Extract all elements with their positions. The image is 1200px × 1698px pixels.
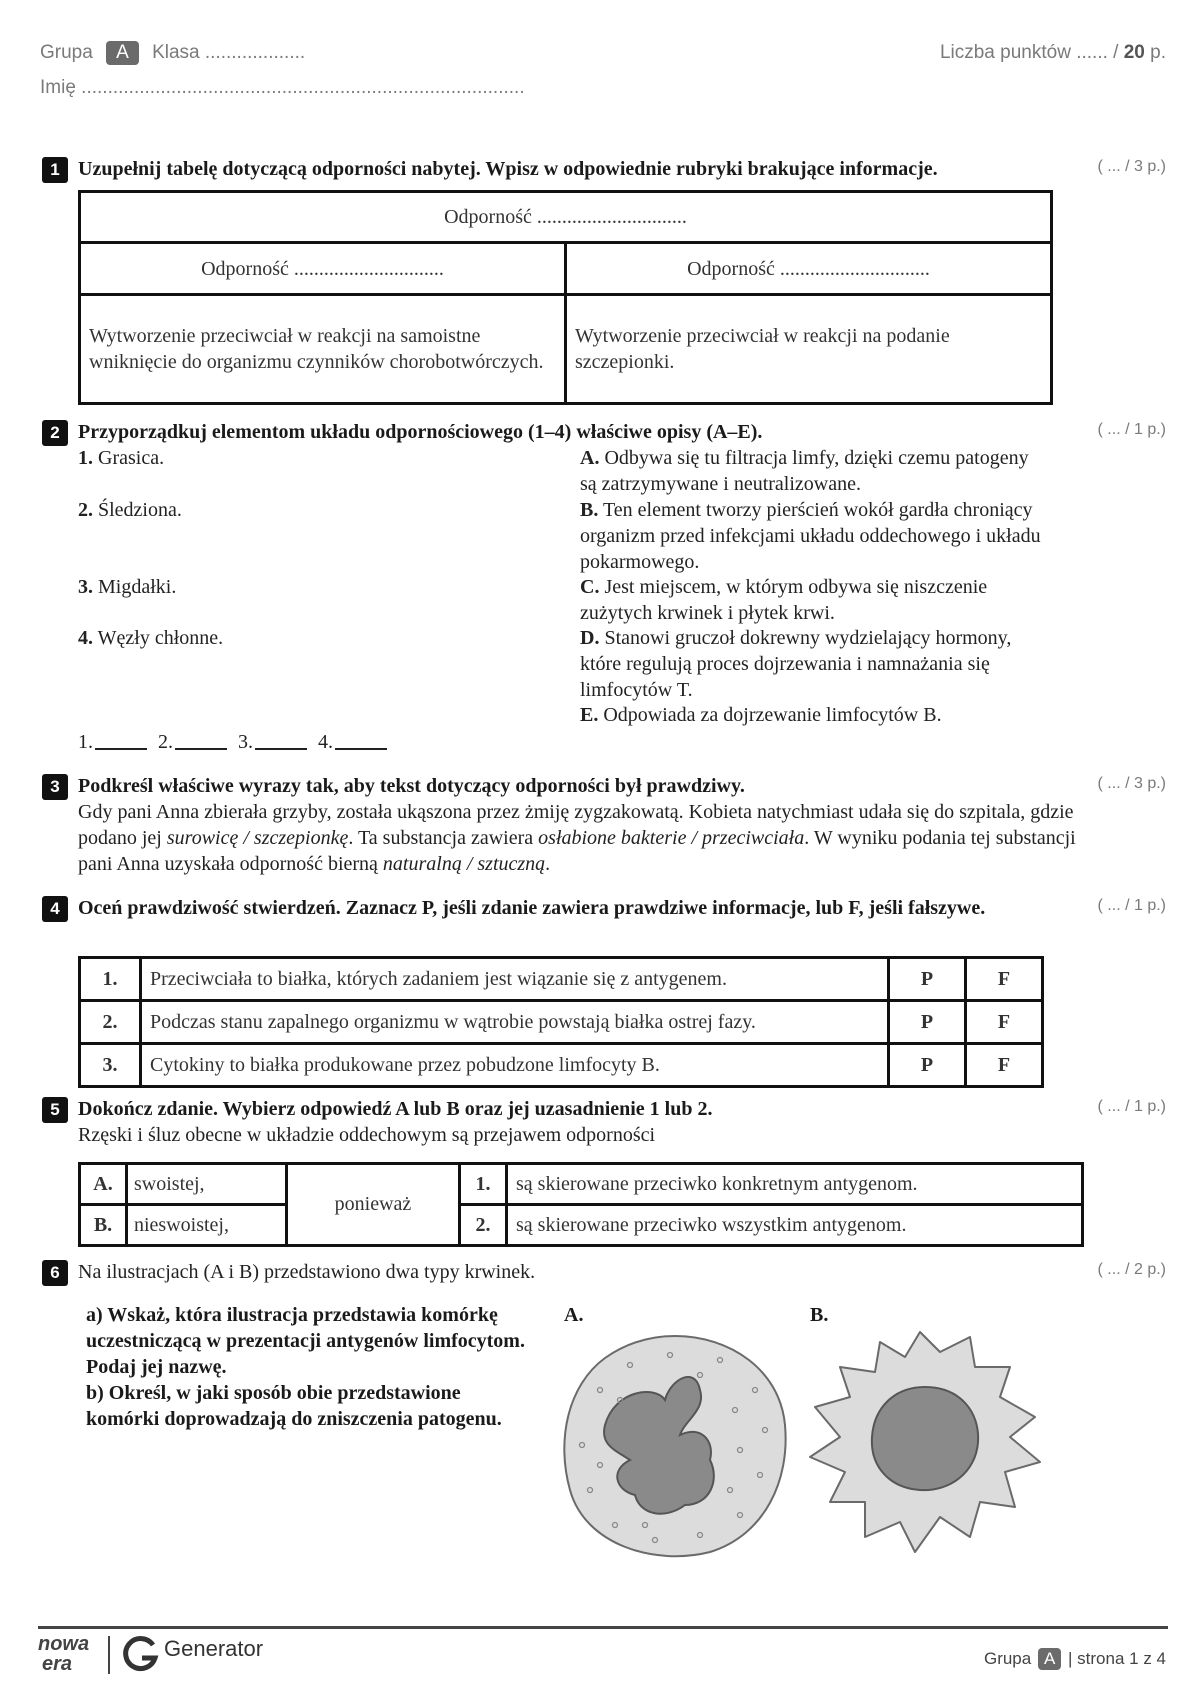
question-points: ( ... / 3 p.): [1097, 775, 1166, 792]
question-number: 3: [42, 774, 68, 800]
question-points: ( ... / 3 p.): [1097, 158, 1166, 175]
answer-lines: 1. 2. 3. 4.: [78, 729, 393, 755]
choice-3[interactable]: naturalną / sztuczną: [382, 853, 546, 875]
list-item: 3. Migdałki.: [78, 576, 177, 598]
table-right-header: Odporność ..............................: [566, 243, 1052, 295]
list-item: 4. Węzły chłonne.: [78, 627, 224, 649]
cell-a-illustration: [560, 1330, 790, 1560]
group-badge: A: [1038, 1648, 1061, 1670]
table-left-cell: Wytworzenie przeciwciał w reakcji na samoistne wniknięcie do organizmu czynników chorobotwórczych.: [80, 295, 566, 404]
table-top-header: Odporność ..............................: [80, 192, 1052, 243]
answer-blank[interactable]: [255, 748, 307, 750]
question-points: ( ... / 2 p.): [1097, 1261, 1166, 1278]
list-item: 1. Grasica.: [78, 447, 165, 469]
points-total: [940, 42, 1166, 64]
choice-2[interactable]: osłabione bakterie / przeciwciała: [538, 827, 805, 849]
nowa-era-logo: nowa era: [38, 1633, 90, 1675]
question-title: Oceń prawdziwość stwierdzeń. Zaznacz P, jeśli zdanie zawiera prawdziwe informacje, lub F, jeśli fałszywe.: [78, 897, 986, 919]
group-field: [40, 41, 305, 65]
option-item: D. Stanowi gruczoł dokrewny wydzielający hormony, które regulują proces dojrzewania i namnażania się limfocytów T.: [580, 627, 1012, 701]
answer-blank[interactable]: [175, 748, 227, 750]
group-badge: A: [106, 41, 139, 65]
generator-logo: Generator: [164, 1636, 264, 1661]
question-title: Uzupełnij tabelę dotyczącą odporności nabytej. Wpisz w odpowiednie rubryki brakujące informacje.: [78, 158, 938, 180]
list-item: 2. Śledziona.: [78, 499, 182, 521]
table-row: 2. Podczas stanu zapalnego organizmu w wątrobie powstają białka ostrej fazy. P F: [80, 1001, 1043, 1044]
question-number: 4: [42, 896, 68, 922]
name-field: Imię ....................................................................................: [40, 77, 525, 98]
question-lead: Rzęski i śluz obecne w układzie oddechowym są przejawem odporności: [78, 1124, 656, 1146]
immunity-table: [78, 190, 1053, 405]
question-title: Podkreśl właściwe wyrazy tak, aby tekst dotyczący odporności był prawdziwy.: [78, 775, 745, 797]
choice-table: A. swoistej, ponieważ 1. są skierowane przeciwko konkretnym antygenom. B. nieswoistej, 2. są skierowane przeciwko wszystkim antygenom.: [78, 1162, 1084, 1247]
question-number: 6: [42, 1260, 68, 1286]
option-item: E. Odpowiada za dojrzewanie limfocytów B.: [580, 704, 942, 726]
points-label: Liczba punktów ...... /: [939, 42, 1119, 63]
false-option[interactable]: F: [966, 1001, 1043, 1044]
answer-blank[interactable]: [335, 748, 387, 750]
answer-blank[interactable]: [95, 748, 147, 750]
points-unit: p.: [1150, 42, 1166, 63]
option-a[interactable]: swoistej,: [127, 1164, 287, 1205]
true-option[interactable]: P: [889, 1044, 966, 1087]
footer-divider: [38, 1626, 1168, 1629]
true-false-table: [78, 956, 1044, 1088]
page-indicator: Grupa A | strona 1 z 4: [983, 1649, 1166, 1668]
table-row: 3. Cytokiny to białka produkowane przez pobudzone limfocyty B. P F: [80, 1044, 1043, 1087]
reason-2[interactable]: są skierowane przeciwko wszystkim antygenom.: [507, 1205, 1083, 1246]
question-points: ( ... / 1 p.): [1097, 1098, 1166, 1115]
points-total-value: 20: [1123, 42, 1145, 63]
false-option[interactable]: F: [966, 958, 1043, 1001]
false-option[interactable]: F: [966, 1044, 1043, 1087]
option-item: B. Ten element tworzy pierścień wokół gardła chroniący organizm przed infekcjami układu oddechowego i układu pokarmowego.: [580, 499, 1041, 573]
logo-divider: [108, 1636, 110, 1674]
question-number: 2: [42, 420, 68, 446]
generator-g-icon: [122, 1636, 160, 1674]
table-left-header: Odporność ..............................: [80, 243, 566, 295]
option-item: A. Odbywa się tu filtracja limfy, dzięki czemu patogeny są zatrzymywane i neutralizowane.: [580, 447, 1029, 495]
class-field: Klasa ...................: [152, 42, 306, 63]
table-right-cell: Wytworzenie przeciwciał w reakcji na podanie szczepionki.: [566, 295, 1052, 404]
question-title: Dokończ zdanie. Wybierz odpowiedź A lub B oraz jej uzasadnienie 1 lub 2.: [78, 1098, 713, 1120]
cell-b-illustration: [800, 1322, 1050, 1562]
question-points: ( ... / 1 p.): [1097, 421, 1166, 438]
question-title: Przyporządkuj elementom układu odpornościowego (1–4) właściwe opisy (A–E).: [78, 421, 763, 443]
question-title: Na ilustracjach (A i B) przedstawiono dwa typy krwinek.: [78, 1261, 536, 1283]
option-item: C. Jest miejscem, w którym odbywa się niszczenie zużytych krwinek i płytek krwi.: [580, 576, 988, 624]
choice-1[interactable]: surowicę / szczepionkę: [166, 827, 349, 849]
label-b: B.: [810, 1304, 829, 1326]
because-cell: ponieważ: [287, 1164, 460, 1246]
fill-text: Gdy pani Anna zbierała grzyby, została ukąszona przez żmiję zygzakowatą. Kobieta natychmiast udała się do szpitala, gdzie podano jej surowicę / szczepionkę. Ta substancja zawiera osłabione bakterie / przeciwciała. W wyniku podania tej substancji pani Anna uzyskała odporność bierną naturalną / sztuczną.: [78, 801, 1076, 875]
option-b[interactable]: nieswoistej,: [127, 1205, 287, 1246]
label-a: A.: [564, 1304, 584, 1326]
question-points: ( ... / 1 p.): [1097, 897, 1166, 914]
true-option[interactable]: P: [889, 958, 966, 1001]
question-number: 1: [42, 157, 68, 183]
reason-1[interactable]: są skierowane przeciwko konkretnym antygenom.: [507, 1164, 1083, 1205]
task-text: a) Wskaż, która ilustracja przedstawia komórkę uczestniczącą w prezentacji antygenów limfocytom. Podaj jej nazwę. b) Określ, w jaki sposób obie przedstawione komórki doprowadzają do zniszczenia patogenu.: [86, 1304, 525, 1430]
table-row: 1. Przeciwciała to białka, których zadaniem jest wiązanie się z antygenem. P F: [80, 958, 1043, 1001]
group-label: Grupa: [40, 42, 93, 63]
page-number: | strona 1 z 4: [1068, 1649, 1166, 1668]
question-number: 5: [42, 1097, 68, 1123]
true-option[interactable]: P: [889, 1001, 966, 1044]
